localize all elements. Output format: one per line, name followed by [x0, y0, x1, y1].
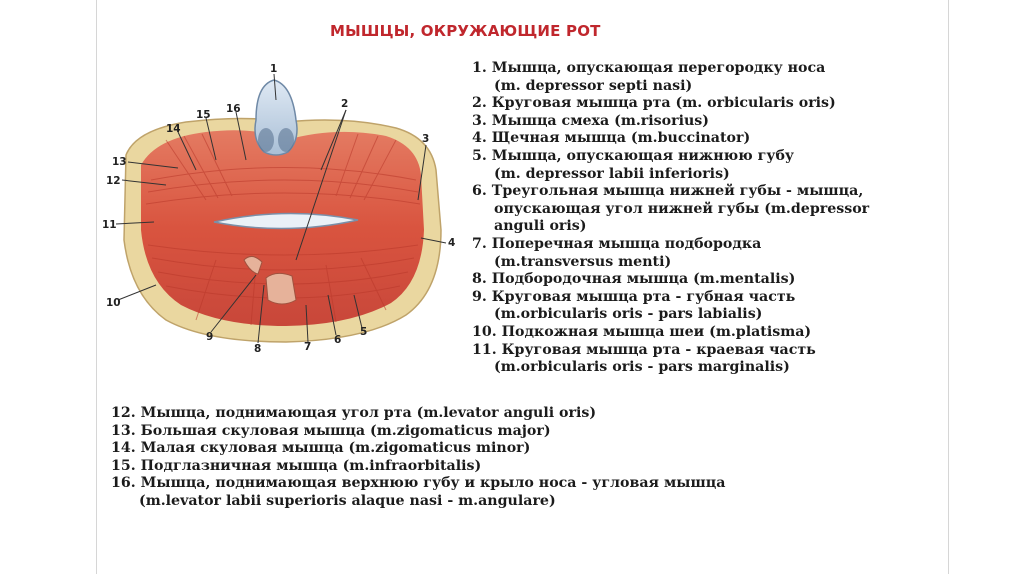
- legend-item-8: 8. Подбородочная мышца (m.mentalis): [472, 271, 796, 288]
- legend-item-2: 2. Круговая мышца рта (m. orbicularis oris): [472, 95, 836, 112]
- legend-item-10: 10. Подкожная мышца шеи (m.platisma): [472, 323, 812, 340]
- legend-item-5: 5. Мышца, опускающая нижнюю губу (m. depressor labii inferioris): [472, 147, 794, 182]
- legend-bottom: [111, 405, 725, 511]
- legend-item-6: 6. Треугольная мышца нижней губы - мышца, опускающая угол нижней губы (m.depressor anguli oris): [472, 183, 870, 235]
- label-3: 3: [422, 133, 430, 145]
- page-title: МЫШЦЫ, ОКРУЖАЮЩИЕ РОТ: [330, 22, 601, 40]
- anatomy-illustration: [96, 60, 476, 360]
- label-7: 7: [304, 341, 312, 353]
- label-15: 15: [196, 109, 211, 121]
- label-8: 8: [254, 343, 262, 355]
- legend-item-12: 12. Мышца, поднимающая угол рта (m.levator anguli oris): [111, 405, 597, 421]
- label-5: 5: [360, 326, 368, 338]
- label-6: 6: [334, 334, 342, 346]
- legend-item-3: 3. Мышца смеха (m.risorius): [472, 112, 709, 129]
- legend-item-9: 9. Круговая мышца рта - губная часть (m.orbicularis oris - pars labialis): [472, 288, 796, 323]
- legend-item-7: 7. Поперечная мышца подбородка (m.transversus menti): [472, 235, 762, 270]
- legend-item-16: 16. Мышца, поднимающая верхнюю губу и крыло носа - угловая мышца (m.levator labii superioris alaque nasi - m.angulare): [111, 475, 726, 509]
- label-13: 13: [112, 156, 127, 168]
- label-1: 1: [270, 63, 278, 75]
- label-11: 11: [102, 219, 117, 231]
- label-10: 10: [106, 297, 121, 309]
- legend-item-1: 1. Мышца, опускающая перегородку носа (m. depressor septi nasi): [472, 60, 826, 94]
- label-2: 2: [341, 98, 349, 110]
- label-14: 14: [166, 123, 181, 135]
- legend-item-11: 11. Круговая мышца рта - краевая часть (m.orbicularis oris - pars marginalis): [472, 341, 816, 376]
- legend-item-15: 15. Подглазничная мышца (m.infraorbitalis): [111, 457, 482, 474]
- label-16: 16: [226, 103, 241, 115]
- label-4: 4: [448, 237, 456, 249]
- legend-right: [472, 60, 869, 377]
- legend-item-4: 4. Щечная мышца (m.buccinator): [472, 130, 751, 147]
- legend-item-14: 14. Малая скуловая мышца (m.zigomaticus minor): [111, 440, 531, 457]
- label-9: 9: [206, 331, 214, 343]
- label-12: 12: [106, 175, 121, 187]
- legend-item-13: 13. Большая скуловая мышца (m.zigomaticus major): [111, 422, 551, 439]
